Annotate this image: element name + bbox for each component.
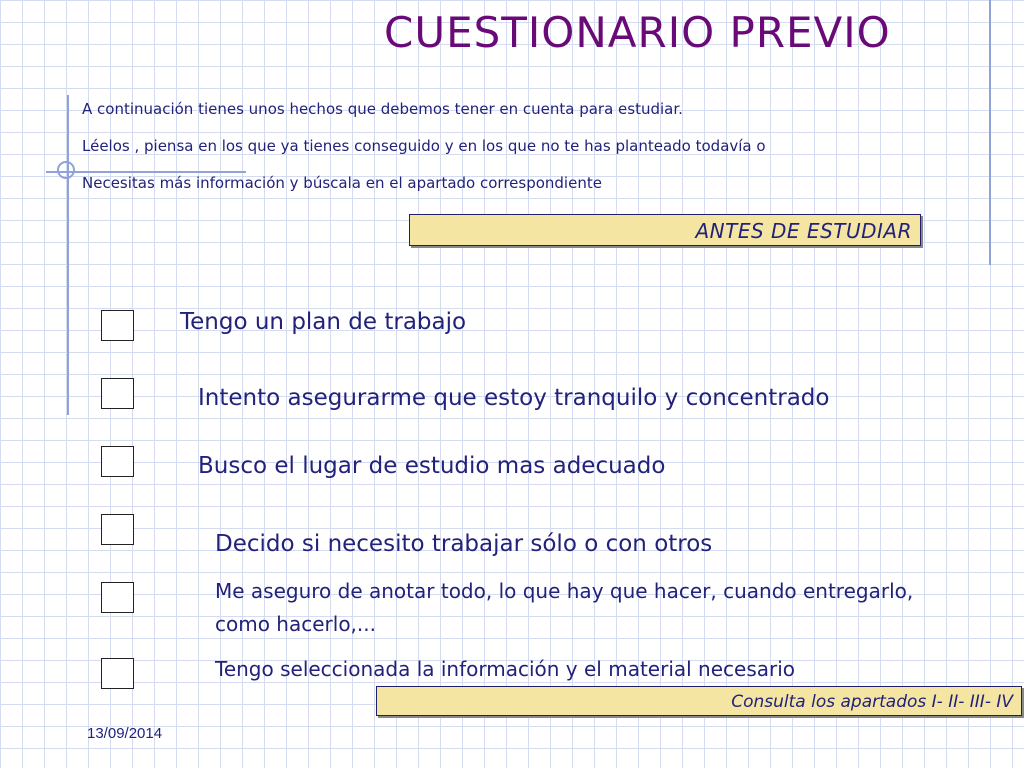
checkbox-anotar-todo[interactable] [101,582,134,613]
section-banner-antes-de-estudiar: ANTES DE ESTUDIAR [409,214,921,246]
checklist-item-label: Decido si necesito trabajar sólo o con otros [215,531,713,557]
slide-date: 13/09/2014 [87,725,163,742]
checkbox-informacion-material[interactable] [101,658,134,689]
decor-circle [57,161,75,179]
slide-title: CUESTIONARIO PREVIO [384,8,891,57]
checkbox-lugar-de-estudio[interactable] [101,446,134,477]
checkbox-solo-o-con-otros[interactable] [101,514,134,545]
decor-left-vertical-line [67,95,69,415]
checklist-item-label-line-2: como hacerlo,... [215,612,376,636]
footer-banner-consulta-apartados: Consulta los apartados I- II- III- IV [376,686,1022,716]
intro-line-3: Necesitas más información y búscala en el apartado correspondiente [82,174,602,192]
decor-right-vertical-line [989,0,991,265]
checklist-item-label-line-1: Me aseguro de anotar todo, lo que hay que hacer, cuando entregarlo, [215,579,914,603]
checklist-item-label: Tengo seleccionada la información y el material necesario [215,657,796,681]
checklist-item-label: Intento asegurarme que estoy tranquilo y concentrado [198,385,830,411]
checklist-item-label: Tengo un plan de trabajo [180,309,467,335]
intro-line-1: A continuación tienes unos hechos que debemos tener en cuenta para estudiar. [82,100,683,118]
decor-left-horizontal-line [46,171,246,173]
intro-line-2: Léelos , piensa en los que ya tienes conseguido y en los que no te has planteado todavía o [82,137,766,155]
checkbox-plan-de-trabajo[interactable] [101,310,134,341]
checkbox-tranquilo-concentrado[interactable] [101,378,134,409]
checklist-item-label: Busco el lugar de estudio mas adecuado [198,453,666,479]
